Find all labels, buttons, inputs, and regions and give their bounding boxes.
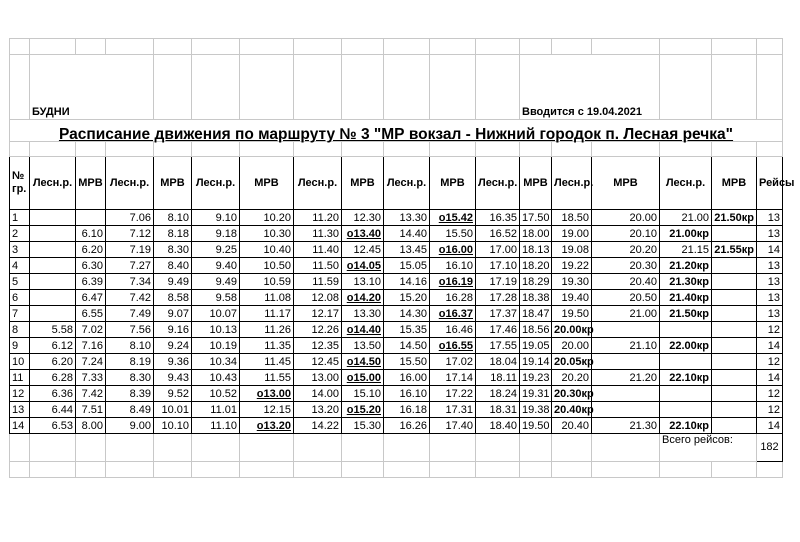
time-cell: [712, 258, 757, 274]
time-cell: 8.39: [106, 386, 154, 402]
time-cell: о16.37: [430, 306, 476, 322]
time-cell: 20.20: [552, 370, 592, 386]
time-cell: 13.30: [342, 306, 384, 322]
time-cell: [712, 338, 757, 354]
time-cell: 12.17: [294, 306, 342, 322]
time-cell: 11.10: [192, 418, 240, 434]
time-cell: 18.47: [520, 306, 552, 322]
time-cell: 6.36: [30, 386, 76, 402]
time-cell: 11.59: [294, 274, 342, 290]
time-cell: 19.08: [552, 242, 592, 258]
column-header: МРВ: [592, 157, 660, 210]
title-row: [10, 120, 783, 142]
time-cell: [592, 354, 660, 370]
table-row: [10, 242, 783, 258]
time-cell: 6.39: [76, 274, 106, 290]
time-cell: 12.45: [342, 242, 384, 258]
column-header: МРВ: [520, 157, 552, 210]
time-cell: 19.50: [552, 306, 592, 322]
total-row: [10, 434, 783, 462]
time-cell: 10.34: [192, 354, 240, 370]
time-cell: 19.38: [520, 402, 552, 418]
time-cell: 20.10: [592, 226, 660, 242]
time-cell: [712, 402, 757, 418]
time-cell: о16.00: [430, 242, 476, 258]
time-cell: 8.10: [106, 338, 154, 354]
time-cell: 10.40: [240, 242, 294, 258]
time-cell: 10.19: [192, 338, 240, 354]
time-cell: 13.20: [294, 402, 342, 418]
time-cell: 19.50: [520, 418, 552, 434]
time-cell: 6.30: [76, 258, 106, 274]
time-cell: [592, 402, 660, 418]
time-cell: 19.30: [552, 274, 592, 290]
time-cell: [660, 322, 712, 338]
blank-row: [10, 462, 783, 478]
time-cell: о14.20: [342, 290, 384, 306]
time-cell: 22.00кр: [660, 338, 712, 354]
time-cell: о15.42: [430, 210, 476, 226]
time-cell: 11.45: [240, 354, 294, 370]
trips-count-cell: 12: [757, 402, 783, 418]
time-cell: 11.30: [294, 226, 342, 242]
time-cell: 14.16: [384, 274, 430, 290]
group-number-cell: 8: [10, 322, 30, 338]
time-cell: 7.42: [106, 290, 154, 306]
time-cell: 7.34: [106, 274, 154, 290]
time-cell: 15.30: [342, 418, 384, 434]
time-cell: 20.40: [552, 418, 592, 434]
trips-count-cell: 12: [757, 322, 783, 338]
time-cell: 10.01: [154, 402, 192, 418]
time-cell: 12.35: [294, 338, 342, 354]
time-cell: о14.40: [342, 322, 384, 338]
time-cell: 13.30: [384, 210, 430, 226]
time-cell: 13.00: [294, 370, 342, 386]
group-number-cell: 12: [10, 386, 30, 402]
time-cell: 6.20: [30, 354, 76, 370]
time-cell: 17.02: [430, 354, 476, 370]
time-cell: 21.50кр: [660, 306, 712, 322]
time-cell: 21.15: [660, 242, 712, 258]
time-cell: [592, 386, 660, 402]
column-header-row: [10, 157, 783, 210]
time-cell: [30, 274, 76, 290]
gap-row: [10, 142, 783, 157]
time-cell: 8.10: [154, 210, 192, 226]
table-row: [10, 274, 783, 290]
time-cell: 14.00: [294, 386, 342, 402]
time-cell: [712, 370, 757, 386]
time-cell: 7.12: [106, 226, 154, 242]
time-cell: 5.58: [30, 322, 76, 338]
time-cell: 16.46: [430, 322, 476, 338]
group-number-cell: 11: [10, 370, 30, 386]
page-title: Расписание движения по маршруту № 3 "МР вокзал - Нижний городок п. Лесная речка": [10, 120, 783, 142]
time-cell: 11.26: [240, 322, 294, 338]
time-cell: 7.19: [106, 242, 154, 258]
time-cell: 18.31: [476, 402, 520, 418]
time-cell: [712, 290, 757, 306]
table-row: [10, 418, 783, 434]
time-cell: 19.14: [520, 354, 552, 370]
time-cell: 12.26: [294, 322, 342, 338]
time-cell: 9.52: [154, 386, 192, 402]
time-cell: 15.10: [342, 386, 384, 402]
trips-count-cell: 12: [757, 386, 783, 402]
time-cell: 17.10: [476, 258, 520, 274]
column-header: Лесн.р.: [660, 157, 712, 210]
table-row: [10, 290, 783, 306]
group-number-cell: 13: [10, 402, 30, 418]
trips-count-cell: 13: [757, 274, 783, 290]
time-cell: 20.30: [592, 258, 660, 274]
column-header: МРВ: [76, 157, 106, 210]
group-number-cell: 5: [10, 274, 30, 290]
time-cell: 21.00: [592, 306, 660, 322]
time-cell: 20.40кр: [552, 402, 592, 418]
table-row: [10, 226, 783, 242]
trips-count-cell: 13: [757, 258, 783, 274]
time-cell: 18.04: [476, 354, 520, 370]
table-row: [10, 402, 783, 418]
time-cell: 14.22: [294, 418, 342, 434]
time-cell: 10.07: [192, 306, 240, 322]
time-cell: 7.06: [106, 210, 154, 226]
time-cell: 7.42: [76, 386, 106, 402]
column-header: МРВ: [240, 157, 294, 210]
time-cell: 21.20: [592, 370, 660, 386]
table-row: [10, 322, 783, 338]
time-cell: 7.56: [106, 322, 154, 338]
time-cell: 11.01: [192, 402, 240, 418]
time-cell: 9.58: [192, 290, 240, 306]
blank-row: [10, 39, 783, 55]
column-header: Рейсы: [757, 157, 783, 210]
table-row: [10, 354, 783, 370]
time-cell: о15.20: [342, 402, 384, 418]
column-header: МРВ: [342, 157, 384, 210]
time-cell: 16.10: [430, 258, 476, 274]
time-cell: [712, 226, 757, 242]
time-cell: 20.20: [592, 242, 660, 258]
time-cell: 8.58: [154, 290, 192, 306]
time-cell: о13.40: [342, 226, 384, 242]
time-cell: 9.49: [154, 274, 192, 290]
table-row: [10, 306, 783, 322]
group-number-cell: 9: [10, 338, 30, 354]
time-cell: 7.51: [76, 402, 106, 418]
time-cell: 7.49: [106, 306, 154, 322]
time-cell: 8.19: [106, 354, 154, 370]
group-number-cell: 1: [10, 210, 30, 226]
time-cell: о14.50: [342, 354, 384, 370]
time-cell: 21.40кр: [660, 290, 712, 306]
column-header: Лесн.р.: [384, 157, 430, 210]
time-cell: 22.10кр: [660, 370, 712, 386]
time-cell: 18.13: [520, 242, 552, 258]
time-cell: 16.26: [384, 418, 430, 434]
time-cell: 12.45: [294, 354, 342, 370]
time-cell: 19.00: [552, 226, 592, 242]
time-cell: 18.24: [476, 386, 520, 402]
time-cell: 19.31: [520, 386, 552, 402]
time-cell: 17.19: [476, 274, 520, 290]
time-cell: 18.40: [476, 418, 520, 434]
table-row: [10, 210, 783, 226]
time-cell: 6.44: [30, 402, 76, 418]
time-cell: о16.19: [430, 274, 476, 290]
time-cell: 16.00: [384, 370, 430, 386]
column-header: Лесн.р.: [552, 157, 592, 210]
time-cell: 8.49: [106, 402, 154, 418]
time-cell: 6.10: [76, 226, 106, 242]
time-cell: [30, 258, 76, 274]
time-cell: [712, 354, 757, 370]
time-cell: 8.30: [154, 242, 192, 258]
time-cell: [30, 290, 76, 306]
time-cell: 16.35: [476, 210, 520, 226]
time-cell: 9.25: [192, 242, 240, 258]
time-cell: о13.20: [240, 418, 294, 434]
time-cell: 21.20кр: [660, 258, 712, 274]
time-cell: 21.50кр: [712, 210, 757, 226]
group-number-cell: 4: [10, 258, 30, 274]
time-cell: 15.50: [384, 354, 430, 370]
time-cell: 7.16: [76, 338, 106, 354]
time-cell: 11.20: [294, 210, 342, 226]
time-cell: 18.00: [520, 226, 552, 242]
column-header: МРВ: [712, 157, 757, 210]
time-cell: 8.00: [76, 418, 106, 434]
time-cell: 9.00: [106, 418, 154, 434]
time-cell: 17.46: [476, 322, 520, 338]
time-cell: 18.29: [520, 274, 552, 290]
time-cell: 11.08: [240, 290, 294, 306]
time-cell: 9.24: [154, 338, 192, 354]
time-cell: 14.30: [384, 306, 430, 322]
time-cell: 9.36: [154, 354, 192, 370]
time-cell: 11.40: [294, 242, 342, 258]
time-cell: 8.18: [154, 226, 192, 242]
time-cell: 21.30: [592, 418, 660, 434]
total-label: Всего рейсов:: [660, 434, 757, 462]
time-cell: 15.50: [430, 226, 476, 242]
time-cell: о16.55: [430, 338, 476, 354]
time-cell: 17.37: [476, 306, 520, 322]
time-cell: 16.10: [384, 386, 430, 402]
time-cell: 17.55: [476, 338, 520, 354]
time-cell: 17.50: [520, 210, 552, 226]
group-number-cell: 14: [10, 418, 30, 434]
group-number-cell: 2: [10, 226, 30, 242]
time-cell: о14.05: [342, 258, 384, 274]
group-number-cell: 6: [10, 290, 30, 306]
table-row: [10, 386, 783, 402]
trips-count-cell: 13: [757, 290, 783, 306]
column-header: МРВ: [430, 157, 476, 210]
time-cell: [76, 210, 106, 226]
time-cell: 6.12: [30, 338, 76, 354]
trips-count-cell: 13: [757, 210, 783, 226]
time-cell: 22.10кр: [660, 418, 712, 434]
time-cell: 7.02: [76, 322, 106, 338]
time-cell: 20.00: [552, 338, 592, 354]
trips-count-cell: 12: [757, 354, 783, 370]
time-cell: 20.00: [592, 210, 660, 226]
time-cell: 9.07: [154, 306, 192, 322]
time-cell: 21.00кр: [660, 226, 712, 242]
day-type-label: БУДНИ: [30, 55, 154, 120]
time-cell: 10.43: [192, 370, 240, 386]
time-cell: 17.40: [430, 418, 476, 434]
time-cell: 11.17: [240, 306, 294, 322]
time-cell: [712, 386, 757, 402]
time-cell: 15.20: [384, 290, 430, 306]
time-cell: 18.11: [476, 370, 520, 386]
table-row: [10, 338, 783, 354]
time-cell: 19.05: [520, 338, 552, 354]
time-cell: 9.40: [192, 258, 240, 274]
column-header: МРВ: [154, 157, 192, 210]
time-cell: 7.33: [76, 370, 106, 386]
trips-count-cell: 13: [757, 226, 783, 242]
time-cell: 19.22: [552, 258, 592, 274]
time-cell: [592, 322, 660, 338]
time-cell: 7.27: [106, 258, 154, 274]
time-cell: 19.23: [520, 370, 552, 386]
time-cell: 10.52: [192, 386, 240, 402]
time-cell: [30, 210, 76, 226]
header-info-row: [10, 55, 783, 120]
time-cell: [660, 354, 712, 370]
table-row: [10, 370, 783, 386]
time-cell: [30, 242, 76, 258]
time-cell: 20.50: [592, 290, 660, 306]
trips-count-cell: 14: [757, 338, 783, 354]
time-cell: 21.55кр: [712, 242, 757, 258]
time-cell: о15.00: [342, 370, 384, 386]
time-cell: 10.13: [192, 322, 240, 338]
time-cell: 6.20: [76, 242, 106, 258]
time-cell: 9.43: [154, 370, 192, 386]
time-cell: 15.35: [384, 322, 430, 338]
time-cell: [712, 306, 757, 322]
time-cell: 20.40: [592, 274, 660, 290]
group-number-cell: 10: [10, 354, 30, 370]
time-cell: 8.30: [106, 370, 154, 386]
time-cell: 18.38: [520, 290, 552, 306]
time-cell: 12.15: [240, 402, 294, 418]
time-cell: 12.30: [342, 210, 384, 226]
schedule-table: [9, 38, 795, 478]
schedule-sheet: [9, 38, 795, 478]
time-cell: 18.20: [520, 258, 552, 274]
time-cell: [30, 226, 76, 242]
time-cell: 18.50: [552, 210, 592, 226]
time-cell: 11.55: [240, 370, 294, 386]
time-cell: 6.53: [30, 418, 76, 434]
column-header: № гр.: [10, 157, 30, 210]
time-cell: о13.00: [240, 386, 294, 402]
time-cell: [30, 306, 76, 322]
time-cell: 6.47: [76, 290, 106, 306]
time-cell: 20.05кр: [552, 354, 592, 370]
column-header: Лесн.р.: [476, 157, 520, 210]
time-cell: 9.18: [192, 226, 240, 242]
time-cell: 9.49: [192, 274, 240, 290]
time-cell: 17.14: [430, 370, 476, 386]
time-cell: 12.08: [294, 290, 342, 306]
time-cell: 14.50: [384, 338, 430, 354]
time-cell: 10.50: [240, 258, 294, 274]
column-header: Лесн.р.: [106, 157, 154, 210]
time-cell: 7.24: [76, 354, 106, 370]
time-cell: 10.10: [154, 418, 192, 434]
time-cell: 17.31: [430, 402, 476, 418]
table-row: [10, 258, 783, 274]
time-cell: [712, 322, 757, 338]
time-cell: 13.50: [342, 338, 384, 354]
total-value: 182: [757, 434, 783, 462]
time-cell: 16.28: [430, 290, 476, 306]
time-cell: 6.55: [76, 306, 106, 322]
group-number-cell: 7: [10, 306, 30, 322]
column-header: Лесн.р.: [192, 157, 240, 210]
effective-date: Вводится с 19.04.2021: [520, 55, 660, 120]
time-cell: [712, 418, 757, 434]
time-cell: 11.50: [294, 258, 342, 274]
time-cell: 18.56: [520, 322, 552, 338]
time-cell: 17.00: [476, 242, 520, 258]
time-cell: 21.10: [592, 338, 660, 354]
time-cell: 17.28: [476, 290, 520, 306]
time-cell: 13.45: [384, 242, 430, 258]
time-cell: 10.59: [240, 274, 294, 290]
time-cell: 9.10: [192, 210, 240, 226]
time-cell: 6.28: [30, 370, 76, 386]
time-cell: 16.18: [384, 402, 430, 418]
time-cell: 15.05: [384, 258, 430, 274]
time-cell: 17.22: [430, 386, 476, 402]
time-cell: 13.10: [342, 274, 384, 290]
column-header: Лесн.р.: [294, 157, 342, 210]
trips-count-cell: 14: [757, 418, 783, 434]
trips-count-cell: 14: [757, 370, 783, 386]
group-number-cell: 3: [10, 242, 30, 258]
time-cell: [712, 274, 757, 290]
time-cell: 19.40: [552, 290, 592, 306]
time-cell: 20.30кр: [552, 386, 592, 402]
time-cell: 16.52: [476, 226, 520, 242]
time-cell: 8.40: [154, 258, 192, 274]
trips-count-cell: 13: [757, 306, 783, 322]
time-cell: [660, 386, 712, 402]
time-cell: 14.40: [384, 226, 430, 242]
time-cell: 21.00: [660, 210, 712, 226]
column-header: Лесн.р.: [30, 157, 76, 210]
time-cell: 11.35: [240, 338, 294, 354]
time-cell: 9.16: [154, 322, 192, 338]
time-cell: [660, 402, 712, 418]
time-cell: 10.30: [240, 226, 294, 242]
time-cell: 20.00кр: [552, 322, 592, 338]
time-cell: 21.30кр: [660, 274, 712, 290]
time-cell: 10.20: [240, 210, 294, 226]
trips-count-cell: 14: [757, 242, 783, 258]
